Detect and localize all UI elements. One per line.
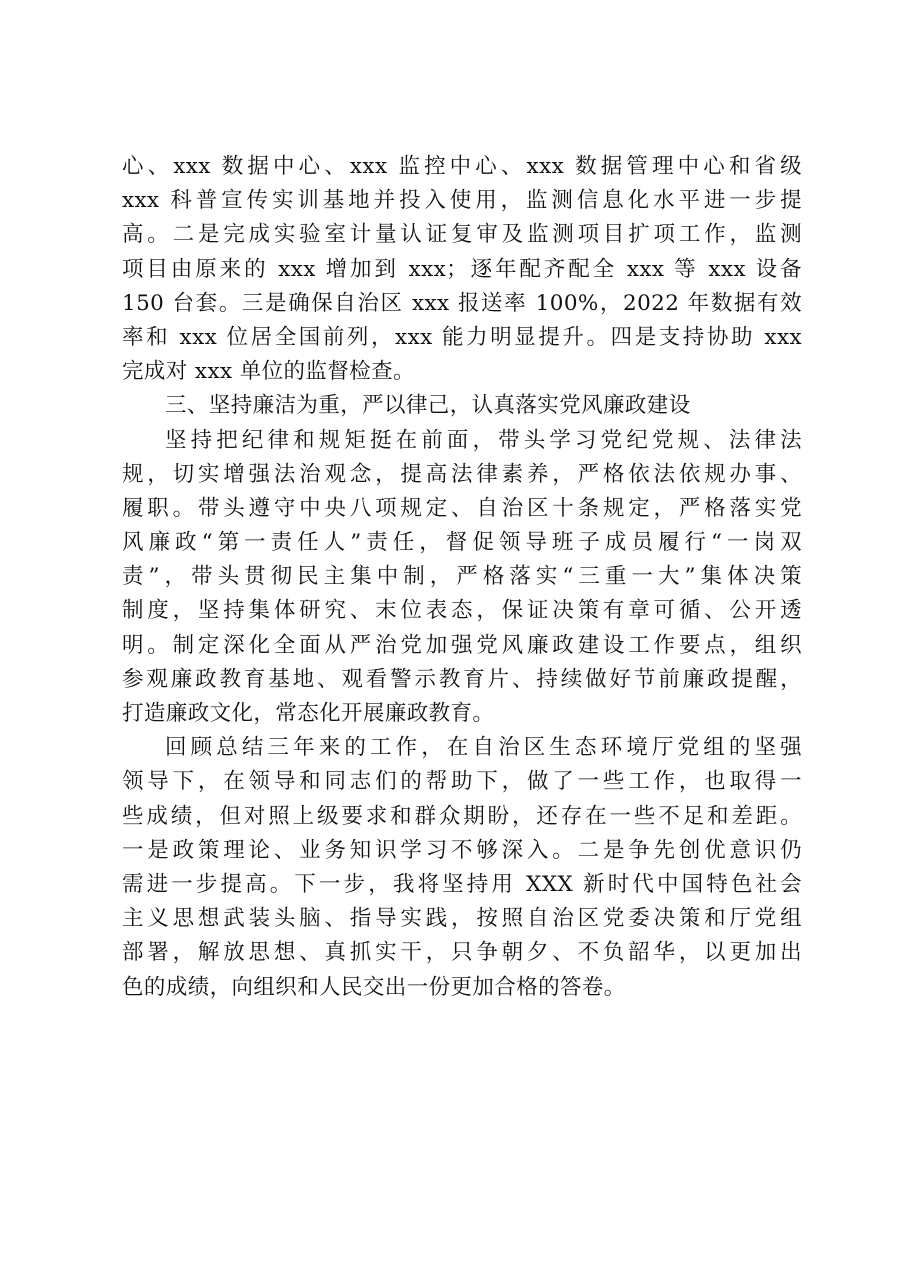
text-line: 色的成绩，向组织和人民交出一份更加合格的答卷。 — [122, 974, 626, 1000]
text-line: 部署，解放思想、真抓实干，只争朝夕、不负韶华，以更加出 — [122, 940, 802, 966]
text-line: 责”，带头贯彻民主集中制，严格落实“三重一大”集体决策 — [122, 564, 802, 590]
text-line: 打造廉政文化，常态化开展廉政教育。 — [122, 701, 495, 726]
text-line: 项目由原来的 xxx 增加到 xxx；逐年配齐配全 xxx 等 xxx 设备 — [122, 256, 802, 282]
document-body — [122, 150, 802, 1005]
text-line: 明。制定深化全面从严治党加强党风廉政建设工作要点，组织 — [122, 632, 802, 658]
text-line: 一是政策理论、业务知识学习不够深入。二是争先创优意识仍 — [122, 837, 802, 863]
text-line: 坚持把纪律和规矩挺在前面，带头学习党纪党规、法律法 — [165, 427, 802, 453]
text-line: 主义思想武装头脑、指导实践，按照自治区党委决策和厅党组 — [122, 906, 802, 932]
text-line: 制度，坚持集体研究、末位表态，保证决策有章可循、公开透 — [122, 598, 802, 624]
section-heading: 三、坚持廉洁为重，严以律己，认真落实党风廉政建设 — [165, 393, 691, 419]
text-line: 领导下，在领导和同志们的帮助下，做了一些工作，也取得一 — [122, 769, 802, 795]
text-line: 参观廉政教育基地、观看警示教育片、持续做好节前廉政提醒， — [122, 666, 802, 692]
text-line: 150 台套。三是确保自治区 xxx 报送率 100%，2022 年数据有效 — [122, 290, 802, 316]
text-line: 率和 xxx 位居全国前列，xxx 能力明显提升。四是支持协助 xxx — [122, 324, 802, 350]
text-line: 需进一步提高。下一步，我将坚持用 XXX 新时代中国特色社会 — [122, 871, 802, 897]
text-line: xxx 科普宣传实训基地并投入使用，监测信息化水平进一步提 — [122, 188, 802, 214]
text-line: 完成对 xxx 单位的监督检查。 — [122, 359, 415, 385]
text-line: 履职。带头遵守中央八项规定、自治区十条规定，严格落实党 — [122, 495, 802, 521]
text-line: 风廉政“第一责任人”责任，督促领导班子成员履行“一岗双 — [122, 530, 802, 556]
text-line: 规，切实增强法治观念，提高法律素养，严格依法依规办事、 — [122, 461, 802, 487]
text-line: 回顾总结三年来的工作，在自治区生态环境厅党组的坚强 — [165, 735, 802, 761]
text-line: 高。二是完成实验室计量认证复审及监测项目扩项工作，监测 — [122, 222, 802, 248]
text-line: 心、xxx 数据中心、xxx 监控中心、xxx 数据管理中心和省级 — [122, 154, 802, 179]
text-line: 些成绩，但对照上级要求和群众期盼，还存在一些不足和差距。 — [122, 803, 802, 829]
